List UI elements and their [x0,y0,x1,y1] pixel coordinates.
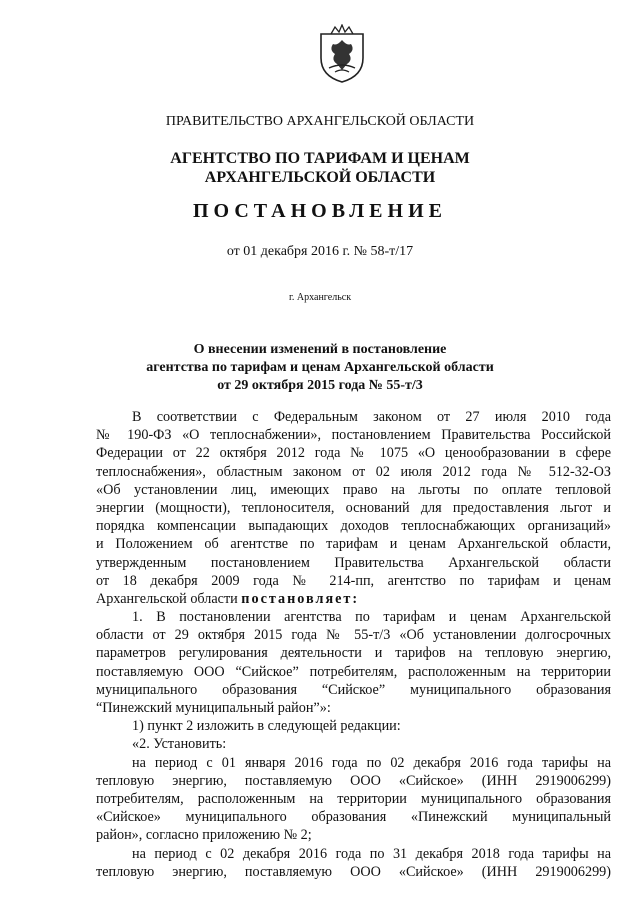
document-subject [0,341,640,395]
body-line: “Пинежский муниципальный район”»: [96,700,331,716]
agency-name-line1: АГЕНТСТВО ПО ТАРИФАМ И ЦЕНАМ [170,150,470,167]
body-line: теплоснабжения», областным законом от 02 июля 2012 года № 512-32-ОЗ [96,463,611,480]
body-line: «Об установлении лиц, имеющих право на льготы по оплате тепловой [96,481,611,498]
coat-of-arms-emblem [317,24,367,84]
body-line: тепловую энергию, поставляемую ООО «Сийское» (ИНН 2919006299) [96,863,611,880]
body-line: 1. В постановлении агентства по тарифам и ценам Архангельской [132,609,611,626]
body-line: 1) пункт 2 изложить в следующей редакции: [132,718,401,735]
body-line: и Положением об агентстве по тарифам и ценам Архангельской области, [96,536,611,553]
subject-line: агентства по тарифам и ценам Архангельской области [146,360,494,375]
body-line: потребителям, расположенным на территории муниципального образования [96,790,611,807]
document-type-title: ПОСТАНОВЛЕНИЕ [193,200,447,222]
body-line: от 18 декабря 2009 года № 214-пп, агентство по тарифам и ценам [96,572,611,589]
body-line: поставляемую ООО “Сийское” потребителям, расположенным на территории [96,663,611,680]
body-line: утвержденным постановлением Правительства Архангельской области [96,554,611,571]
agency-name [0,149,640,187]
body-line: на период с 02 декабря 2016 года по 31 декабря 2018 года тарифы на [132,845,611,862]
body-line-text: Архангельской области [96,590,238,607]
body-line: параметров регулирования деятельности и тарифов на тепловую энергию, [96,645,611,662]
body-line: «Сийское» муниципального образования «Пинежский муниципальный [96,809,611,826]
body-line: В соответствии с Федеральным законом от 27 июля 2010 года [132,409,611,425]
government-name: ПРАВИТЕЛЬСТВО АРХАНГЕЛЬСКОЙ ОБЛАСТИ [165,114,475,129]
body-line: № 190-ФЗ «О теплоснабжении», постановлением Правительства Российской [96,427,611,444]
resolves-word: постановляет: [241,590,360,607]
document-date-number: от 01 декабря 2016 г. № 58-т/17 [226,244,414,259]
body-line: район», согласно приложению № 2; [96,827,312,844]
body-line-resolves [96,590,611,608]
document-city: г. Архангельск [288,292,352,303]
subject-line: О внесении изменений в постановление [193,342,447,357]
subject-line: от 29 октября 2015 года № 55-т/3 [217,378,423,393]
body-line: области от 29 октября 2015 года № 55-т/3 «Об установлении долгосрочных [96,627,611,644]
body-line: «2. Установить: [132,736,227,753]
body-line: тепловую энергию, поставляемую ООО «Сийское» (ИНН 2919006299) [96,772,611,789]
body-line: Федерации от 22 октября 2012 года № 1075 «О ценообразовании в сфере [96,445,611,462]
body-line: на период с 01 января 2016 года по 02 декабря 2016 года тарифы на [132,754,611,771]
document-body [96,408,611,881]
body-line: порядка компенсации выпадающих доходов теплоснабжающих организаций» [96,518,611,535]
agency-name-line2: АРХАНГЕЛЬСКОЙ ОБЛАСТИ [204,169,436,186]
body-line: муниципального образования “Сийское” муниципального образования [96,681,611,698]
body-line: энергии (мощности), теплоносителя, оснований для предоставления льгот и [96,499,611,516]
